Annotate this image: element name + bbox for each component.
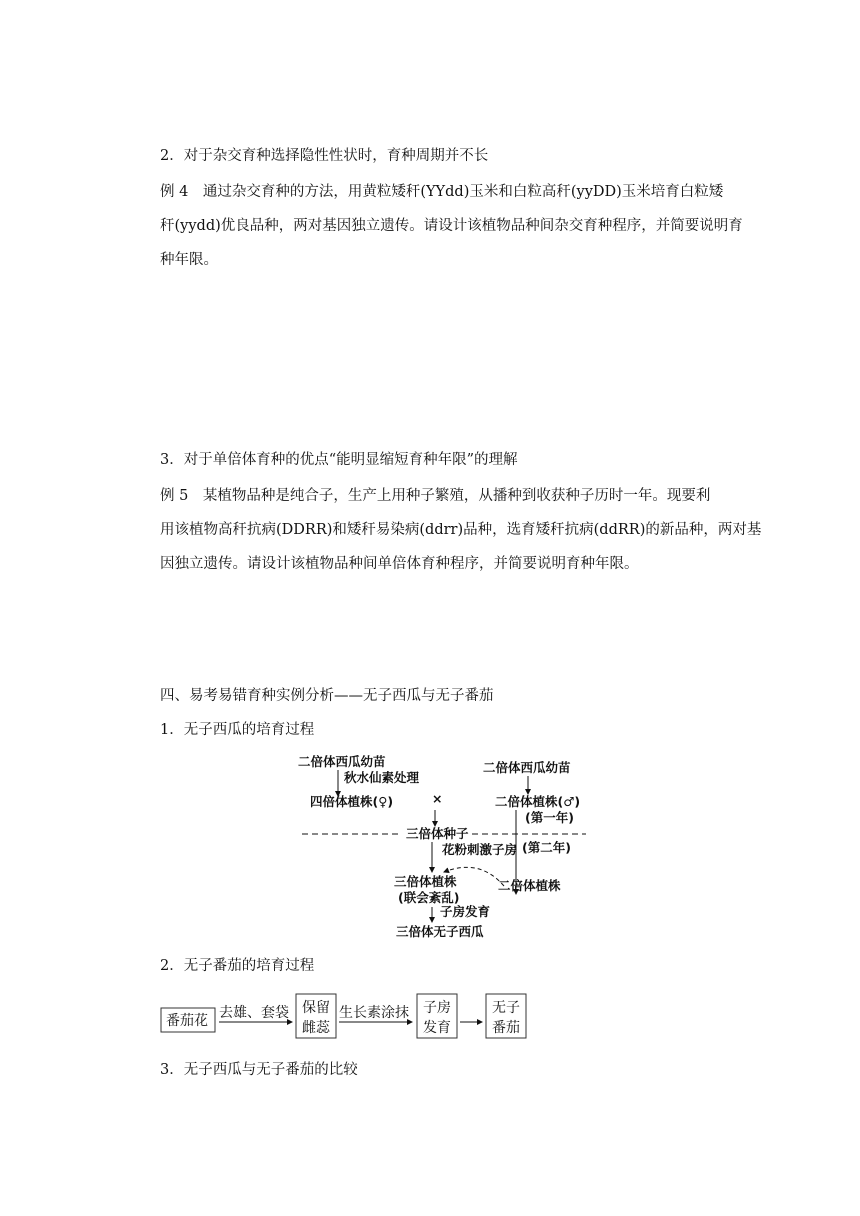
diploid-plant-male: 二倍体植株(♂) <box>495 794 581 809</box>
section2-heading: 2．对于杂交育种选择隐性性状时，育种周期并不长 <box>160 148 489 164</box>
box2-line1: 保留 <box>302 1000 330 1016</box>
diploid-seedling-left: 二倍体西瓜幼苗 <box>298 754 386 769</box>
cross-symbol: × <box>432 791 443 806</box>
example4-line3: 种年限。 <box>160 252 218 268</box>
seedless-watermelon: 三倍体无子西瓜 <box>396 924 484 939</box>
example5-line2: 用该植物高秆抗病(DDRR)和矮秆易染病(ddrr)品种，选育矮秆抗病(ddRR)的新品种，两对基 <box>160 522 762 538</box>
example4-line1: 例 4 通过杂交育种的方法，用黄粒矮秆(YYdd)玉米和白粒高秆(yyDD)玉米培育白粒矮 <box>160 184 724 200</box>
diploid-plant: 二倍体植株 <box>498 878 561 893</box>
box3-line2: 发育 <box>423 1020 451 1036</box>
box4-line1: 无子 <box>492 1000 520 1016</box>
section4-heading: 四、易考易错育种实例分析——无子西瓜与无子番茄 <box>160 688 494 704</box>
example5-line3: 因独立遗传。请设计该植物品种间单倍体育种程序，并简要说明育种年限。 <box>160 556 639 572</box>
box2-line2: 雌蕊 <box>302 1020 330 1036</box>
tetraploid-plant: 四倍体植株(♀) <box>310 794 394 809</box>
triploid-plant: 三倍体植株 <box>394 874 457 889</box>
triploid-seed: 三倍体种子 <box>406 826 469 841</box>
sub3-heading: 3．无子西瓜与无子番茄的比较 <box>160 1062 358 1078</box>
watermelon-breeding-diagram <box>290 750 610 940</box>
ovary-develop-label: 子房发育 <box>440 904 491 919</box>
box4-line2: 番茄 <box>492 1020 520 1036</box>
example5-line1: 例 5 某植物品种是纯合子，生产上用种子繁殖，从播种到收获种子历时一年。现要利 <box>160 488 711 504</box>
step1-label: 去雄、套袋 <box>219 1005 289 1021</box>
example4-line2: 秆(yydd)优良品种，两对基因独立遗传。请设计该植物品种间杂交育种程序，并简要说明育 <box>160 218 743 234</box>
synapsis-disorder: (联会紊乱) <box>398 890 460 905</box>
box1-label: 番茄花 <box>166 1013 208 1029</box>
diploid-seedling-right: 二倍体西瓜幼苗 <box>483 760 571 775</box>
second-year-label: (第二年) <box>522 840 571 855</box>
colchicine-label: 秋水仙素处理 <box>344 770 420 785</box>
step2-label: 生长素涂抹 <box>339 1005 409 1021</box>
pollen-stimulate-label: 花粉刺激子房 <box>442 842 518 857</box>
section3-heading: 3．对于单倍体育种的优点“能明显缩短育种年限”的理解 <box>160 452 518 468</box>
box3-line1: 子房 <box>423 1000 451 1016</box>
sub1-heading: 1．无子西瓜的培育过程 <box>160 722 315 738</box>
sub2-heading: 2．无子番茄的培育过程 <box>160 958 315 974</box>
tomato-breeding-flow <box>160 992 540 1042</box>
first-year-label: (第一年) <box>525 810 574 825</box>
